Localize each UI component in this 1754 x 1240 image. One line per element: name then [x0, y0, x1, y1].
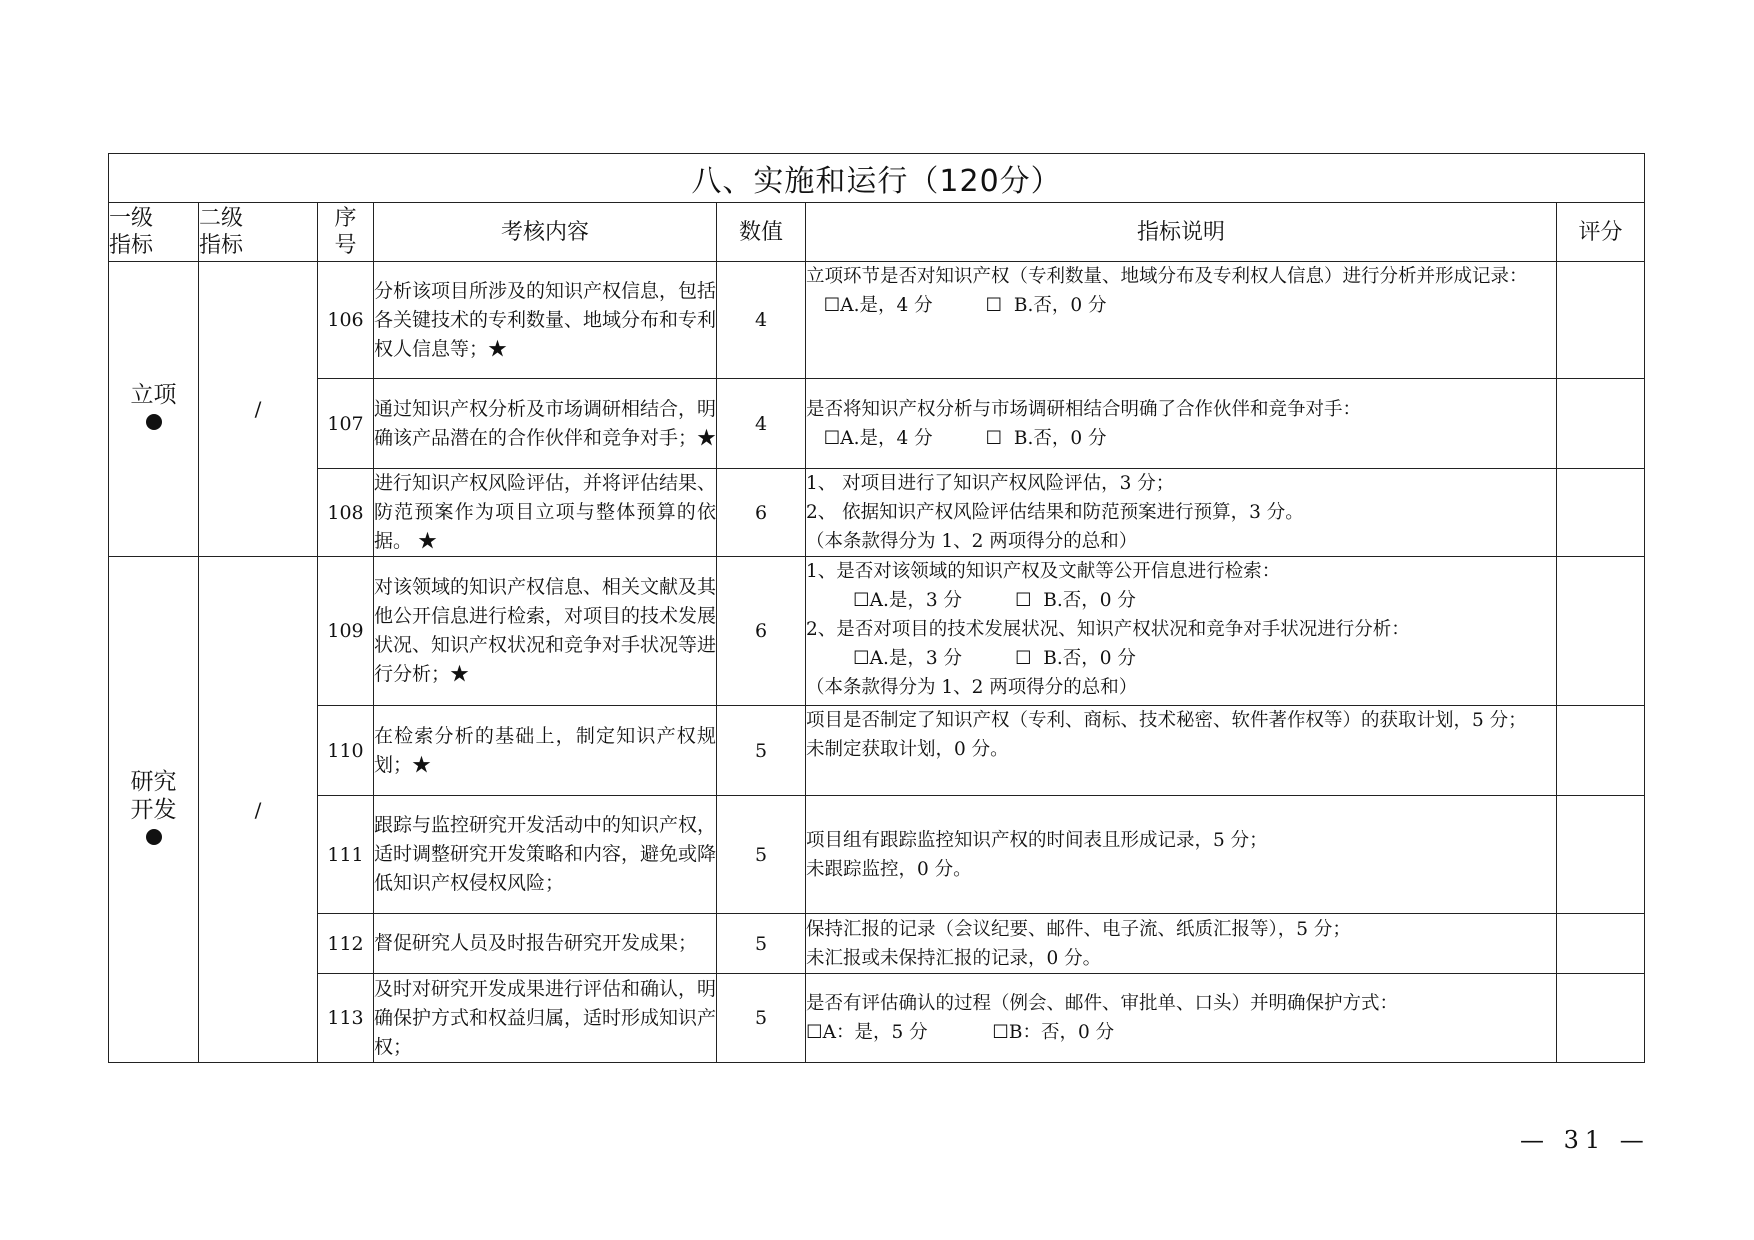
- value-cell: 5: [717, 914, 806, 974]
- desc-cell: 是否将知识产权分析与市场调研相结合明确了合作伙伴和竞争对手： ☐A.是，4 分 ☐ B.否，0 分: [806, 379, 1557, 469]
- seq-cell: 110: [318, 706, 374, 796]
- value-cell: 6: [717, 557, 806, 706]
- score-cell[interactable]: [1557, 974, 1645, 1063]
- content-cell: 通过知识产权分析及市场调研相结合，明确该产品潜在的合作伙伴和竞争对手；★: [374, 379, 717, 469]
- content-cell: 督促研究人员及时报告研究开发成果；: [374, 914, 717, 974]
- level1-label: 研究 开发: [130, 768, 177, 823]
- assessment-table: [108, 153, 1645, 1063]
- level2-cell: /: [199, 557, 318, 1063]
- score-cell[interactable]: [1557, 469, 1645, 557]
- desc-cell: 保持汇报的记录（会议纪要、邮件、电子流、纸质汇报等），5 分； 未汇报或未保持汇报的记录，0 分。: [806, 914, 1557, 974]
- table-row: [109, 974, 1645, 1063]
- level2-cell: /: [199, 262, 318, 557]
- seq-cell: 113: [318, 974, 374, 1063]
- table-row: [109, 469, 1645, 557]
- seq-cell: 111: [318, 796, 374, 914]
- desc-cell: 立项环节是否对知识产权（专利数量、地域分布及专利权人信息）进行分析并形成记录： ☐A.是，4 分 ☐ B.否，0 分: [806, 262, 1557, 379]
- seq-cell: 112: [318, 914, 374, 974]
- score-cell[interactable]: [1557, 706, 1645, 796]
- header-content: 考核内容: [374, 203, 717, 262]
- page-number: — 31 —: [1520, 1126, 1650, 1154]
- header-value: 数值: [717, 203, 806, 262]
- header-seq: 序 号: [318, 203, 374, 262]
- content-cell: 及时对研究开发成果进行评估和确认，明确保护方式和权益归属，适时形成知识产权；: [374, 974, 717, 1063]
- seq-cell: 106: [318, 262, 374, 379]
- desc-cell: 1、 对项目进行了知识产权风险评估，3 分； 2、 依据知识产权风险评估结果和防范预案进行预算，3 分。 （本条款得分为 1、2 两项得分的总和）: [806, 469, 1557, 557]
- level1-cell-lixiang: [109, 262, 199, 557]
- table-row: [109, 557, 1645, 706]
- content-cell: 在检索分析的基础上，制定知识产权规划；★: [374, 706, 717, 796]
- level1-cell-research: [109, 557, 199, 1063]
- table-row: [109, 262, 1645, 379]
- table-row: [109, 914, 1645, 974]
- value-cell: 5: [717, 796, 806, 914]
- header-score: 评分: [1557, 203, 1645, 262]
- black-dot-icon: [146, 829, 162, 845]
- score-cell[interactable]: [1557, 796, 1645, 914]
- desc-cell: 项目组有跟踪监控知识产权的时间表且形成记录，5 分； 未跟踪监控，0 分。: [806, 796, 1557, 914]
- score-cell[interactable]: [1557, 262, 1645, 379]
- content-cell: 分析该项目所涉及的知识产权信息，包括各关键技术的专利数量、地域分布和专利权人信息等；★: [374, 262, 717, 379]
- score-cell[interactable]: [1557, 379, 1645, 469]
- value-cell: 4: [717, 262, 806, 379]
- section-title: 八、实施和运行（120分）: [109, 154, 1645, 203]
- seq-cell: 108: [318, 469, 374, 557]
- desc-cell: 项目是否制定了知识产权（专利、商标、技术秘密、软件著作权等）的获取计划，5 分； 未制定获取计划，0 分。: [806, 706, 1557, 796]
- value-cell: 6: [717, 469, 806, 557]
- score-cell[interactable]: [1557, 557, 1645, 706]
- value-cell: 5: [717, 706, 806, 796]
- table-row: [109, 796, 1645, 914]
- level1-label: 立项: [130, 382, 177, 408]
- table-row: [109, 379, 1645, 469]
- header-level1: 一级 指标: [109, 203, 199, 262]
- table-row: [109, 706, 1645, 796]
- seq-cell: 109: [318, 557, 374, 706]
- content-cell: 跟踪与监控研究开发活动中的知识产权，适时调整研究开发策略和内容，避免或降低知识产权侵权风险；: [374, 796, 717, 914]
- desc-cell: 1、是否对该领域的知识产权及文献等公开信息进行检索： ☐A.是，3 分 ☐ B.否，0 分 2、是否对项目的技术发展状况、知识产权状况和竞争对手状况进行分析： ☐A.是，3 分 ☐ B.否，0 分 （本条款得分为 1、2 两项得分的总和）: [806, 557, 1557, 706]
- value-cell: 4: [717, 379, 806, 469]
- desc-cell: 是否有评估确认的过程（例会、邮件、审批单、口头）并明确保护方式： ☐A：是，5 分 ☐B：否，0 分: [806, 974, 1557, 1063]
- value-cell: 5: [717, 974, 806, 1063]
- seq-cell: 107: [318, 379, 374, 469]
- black-dot-icon: [146, 414, 162, 430]
- content-cell: 进行知识产权风险评估，并将评估结果、防范预案作为项目立项与整体预算的依据。 ★: [374, 469, 717, 557]
- header-level2: 二级 指标: [199, 203, 318, 262]
- header-desc: 指标说明: [806, 203, 1557, 262]
- score-cell[interactable]: [1557, 914, 1645, 974]
- content-cell: 对该领域的知识产权信息、相关文献及其他公开信息进行检索，对项目的技术发展状况、知识产权状况和竞争对手状况等进行分析；★: [374, 557, 717, 706]
